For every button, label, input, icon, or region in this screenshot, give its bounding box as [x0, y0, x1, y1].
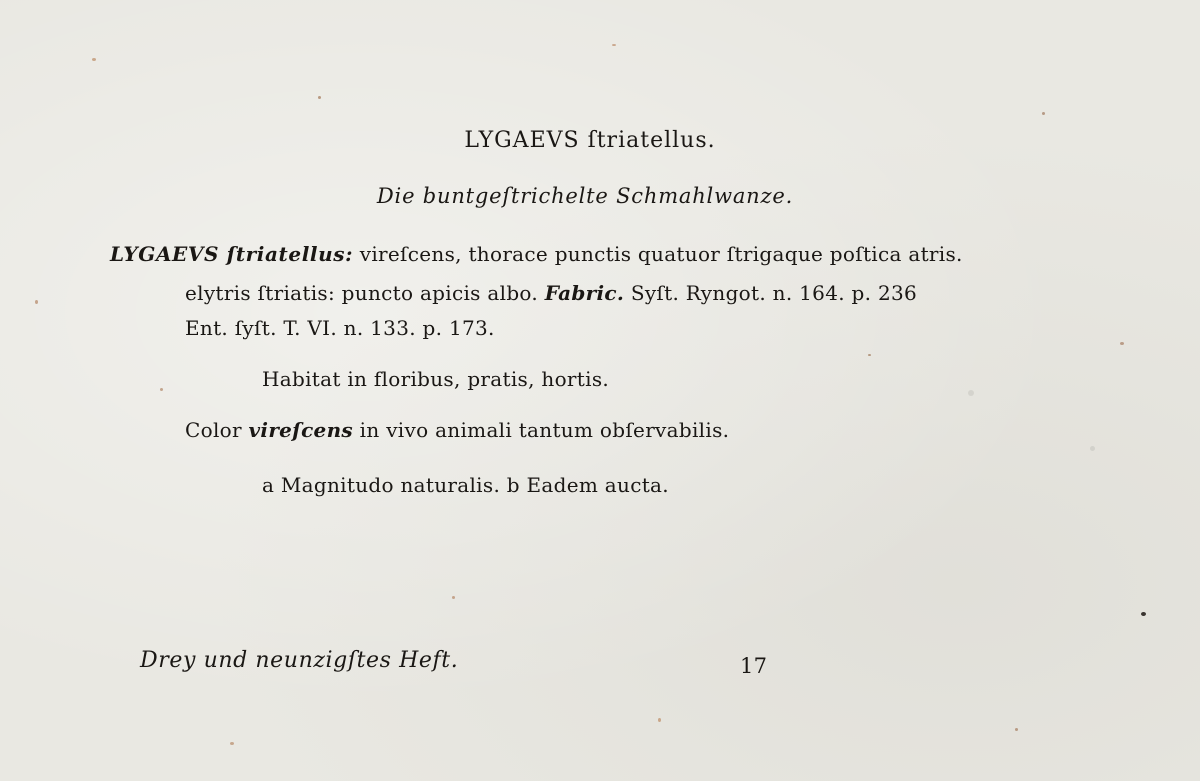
- color-suffix: in vivo animali tantum obſervabilis.: [353, 418, 730, 442]
- paper-fleck: [318, 96, 321, 99]
- paper-fleck: [92, 58, 96, 61]
- page-subtitle: Die buntgeſtrichelte Schmahlwanze.: [376, 184, 794, 208]
- paper-fleck: [1120, 342, 1124, 345]
- description-text: elytris ſtriatis: puncto apicis albo.: [185, 281, 545, 305]
- description-text: vireſcens, thorace punctis quatuor ſtrigaque poſtica atris.: [353, 242, 963, 266]
- magnitude-caption: a Magnitudo naturalis. b Eadem aucta.: [262, 473, 669, 497]
- page-title: LYGAEVS ſtriatellus.: [464, 128, 716, 153]
- description-line-2: [185, 281, 917, 305]
- paper-fleck: [612, 44, 616, 46]
- paper-fleck: [35, 300, 38, 304]
- reference-author: Fabric.: [544, 281, 625, 305]
- paper-fleck: [1141, 612, 1146, 616]
- issue-footer: Drey und neunzigſtes Heft.: [140, 648, 459, 673]
- description-line-1: [110, 242, 963, 266]
- paper-fleck: [868, 354, 871, 356]
- paper-fleck: [658, 718, 661, 722]
- description-line-3: Ent. ſyſt. T. VI. n. 133. p. 173.: [185, 316, 495, 340]
- habitat-text: Habitat in floribus, pratis, hortis.: [262, 367, 610, 391]
- paper-fleck: [1042, 112, 1045, 115]
- species-name: LYGAEVS ſtriatellus:: [110, 242, 354, 266]
- paper-fleck: [1090, 446, 1095, 451]
- paper-fleck: [230, 742, 234, 745]
- paper-fleck: [160, 388, 163, 391]
- page-number: 17: [740, 654, 768, 678]
- paper-fleck: [968, 390, 974, 396]
- color-note: [185, 418, 729, 442]
- color-prefix: Color: [185, 418, 249, 442]
- paper-fleck: [1015, 728, 1018, 731]
- reference-text: Syſt. Ryngot. n. 164. p. 236: [624, 281, 918, 305]
- color-word: vireſcens: [248, 418, 353, 442]
- paper-fleck: [452, 596, 455, 599]
